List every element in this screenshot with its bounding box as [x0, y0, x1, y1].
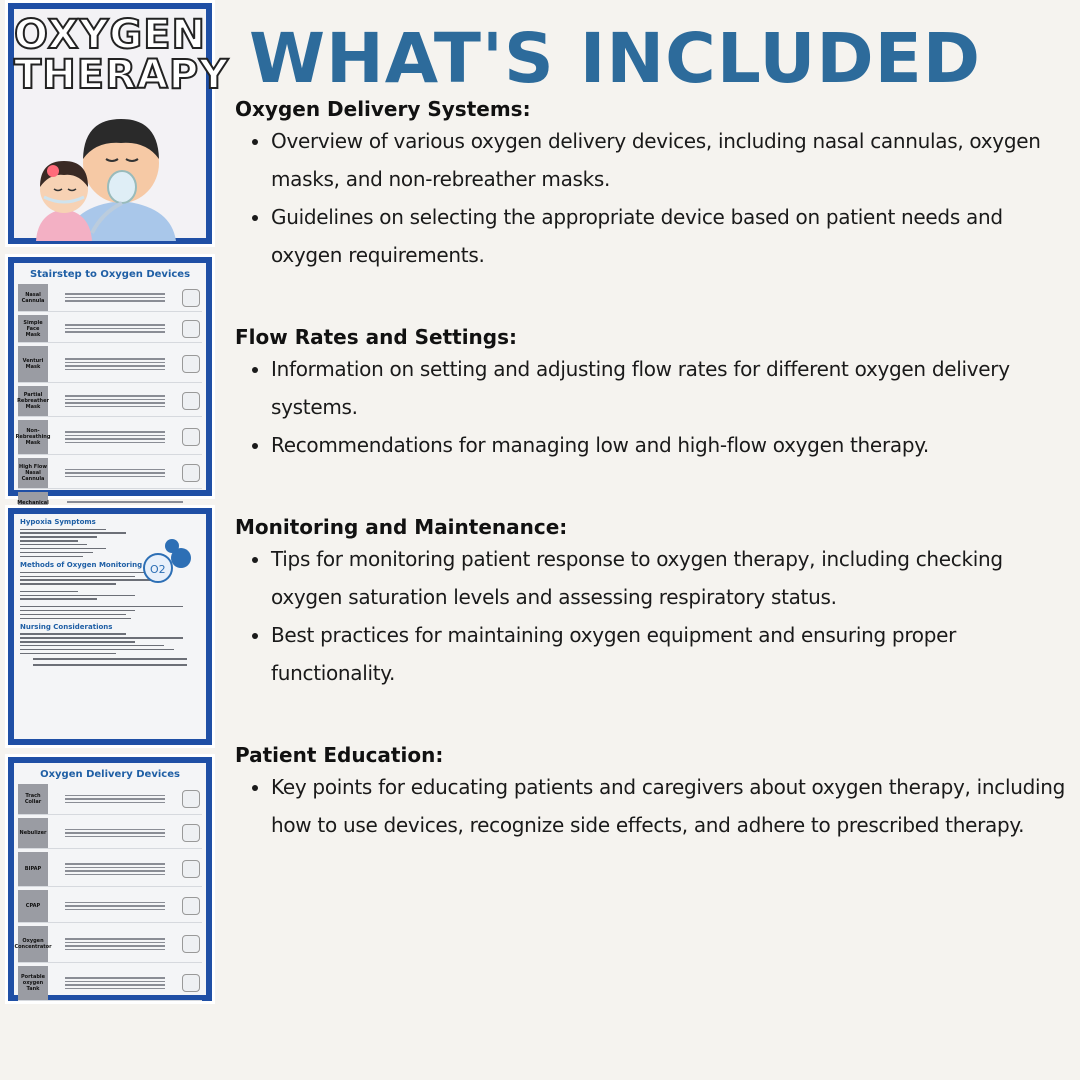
- cover-title-line2: THERAPY: [14, 52, 230, 98]
- device-icon: [182, 824, 200, 842]
- stairstep-row: [15, 420, 202, 455]
- device-icon: [182, 935, 200, 953]
- row-label: Simple Face Mask: [18, 315, 48, 342]
- devices-title: Oxygen Delivery Devices: [40, 769, 180, 780]
- device-icon: [182, 897, 200, 915]
- section-patient-education: [235, 742, 1074, 844]
- device-icon: [182, 860, 200, 878]
- monitoring-heading: Methods of Oxygen Monitoring: [20, 561, 143, 570]
- row-label: Trach Collar: [18, 784, 48, 814]
- bullet-item: • Guidelines on selecting the appropriate device based on patient needs and oxygen requirements.: [271, 198, 1074, 274]
- row-label: Non-Rebreathing Mask: [18, 420, 48, 454]
- device-icon: [182, 355, 200, 373]
- section-heading: Flow Rates and Settings:: [235, 325, 518, 349]
- bullet-item: • Tips for monitoring patient response to oxygen therapy, including checking oxygen saturation levels and assessing respiratory status.: [271, 540, 1074, 616]
- device-icon: [182, 464, 200, 482]
- bullet-list: [235, 350, 1074, 464]
- nursing-heading: Nursing Considerations: [20, 622, 113, 631]
- stairstep-row: [18, 458, 202, 489]
- device-row: [18, 966, 202, 1001]
- bullet-item: • Best practices for maintaining oxygen equipment and ensuring proper functionality.: [271, 616, 1074, 692]
- row-label: Venturi Mask: [18, 346, 48, 382]
- row-label: Mechanical: [18, 492, 48, 519]
- device-icon: [182, 428, 200, 446]
- device-row: [18, 784, 202, 815]
- row-label: High Flow Nasal Cannula: [18, 458, 48, 488]
- stairstep-row: [18, 346, 202, 383]
- section-oxygen-delivery-systems: [235, 96, 1074, 274]
- devices-stairstep-thumbnail: [5, 254, 215, 506]
- device-icon: [182, 392, 200, 410]
- device-icon: [182, 790, 200, 808]
- device-icon: [182, 974, 200, 992]
- device-row: [18, 890, 202, 923]
- device-row: [18, 852, 202, 887]
- bullet-item: • Recommendations for managing low and high-flow oxygen therapy.: [271, 426, 1074, 464]
- cover-title-line1: OXYGEN: [14, 12, 207, 58]
- stairstep-page: [8, 257, 212, 506]
- section-heading: Oxygen Delivery Systems:: [235, 97, 531, 121]
- oxygen-bubbles-icon: [136, 536, 196, 586]
- row-label: Nasal Cannula: [18, 284, 48, 311]
- hypoxia-page: [8, 508, 212, 745]
- row-label: Oxygen Concentrator: [18, 926, 48, 962]
- hypoxia-monitoring-thumbnail: [5, 505, 215, 748]
- devices-page: [8, 757, 212, 1001]
- device-row: [14, 926, 202, 963]
- stairstep-row: [18, 284, 202, 312]
- stairstep-row: [18, 386, 202, 417]
- bullet-list: [235, 768, 1074, 844]
- section-flow-rates: [235, 324, 1074, 464]
- bullet-item: • Overview of various oxygen delivery devices, including nasal cannulas, oxygen masks, and non-rebreather masks.: [271, 122, 1074, 198]
- row-label: CPAP: [18, 890, 48, 922]
- section-heading: Patient Education:: [235, 743, 444, 767]
- device-row: [18, 818, 202, 849]
- bullet-list: [235, 540, 1074, 692]
- bullet-item: • Information on setting and adjusting flow rates for different oxygen delivery systems.: [271, 350, 1074, 426]
- row-label: Portable oxygen Tank: [18, 966, 48, 1000]
- bullet-list: [235, 122, 1074, 274]
- patient-illustration: [26, 101, 196, 241]
- svg-text:O2: O2: [150, 563, 166, 576]
- stairstep-title: Stairstep to Oxygen Devices: [29, 269, 191, 280]
- device-icon: [182, 289, 200, 307]
- page-title: WHAT'S INCLUDED: [248, 19, 982, 99]
- section-heading: Monitoring and Maintenance:: [235, 515, 568, 539]
- hypoxia-heading: Hypoxia Symptoms: [20, 518, 96, 526]
- row-label: Partial Rebreather Mask: [18, 386, 48, 416]
- delivery-devices-thumbnail: [5, 754, 215, 1004]
- row-label: Nebulizer: [18, 818, 48, 848]
- section-monitoring-maintenance: [235, 514, 1074, 692]
- stairstep-row: [18, 315, 202, 343]
- row-label: BIPAP: [18, 852, 48, 886]
- device-icon: [182, 320, 200, 338]
- bullet-item: • Key points for educating patients and caregivers about oxygen therapy, including how to use devices, recognize side effects, and adhere to prescribed therapy.: [271, 768, 1074, 844]
